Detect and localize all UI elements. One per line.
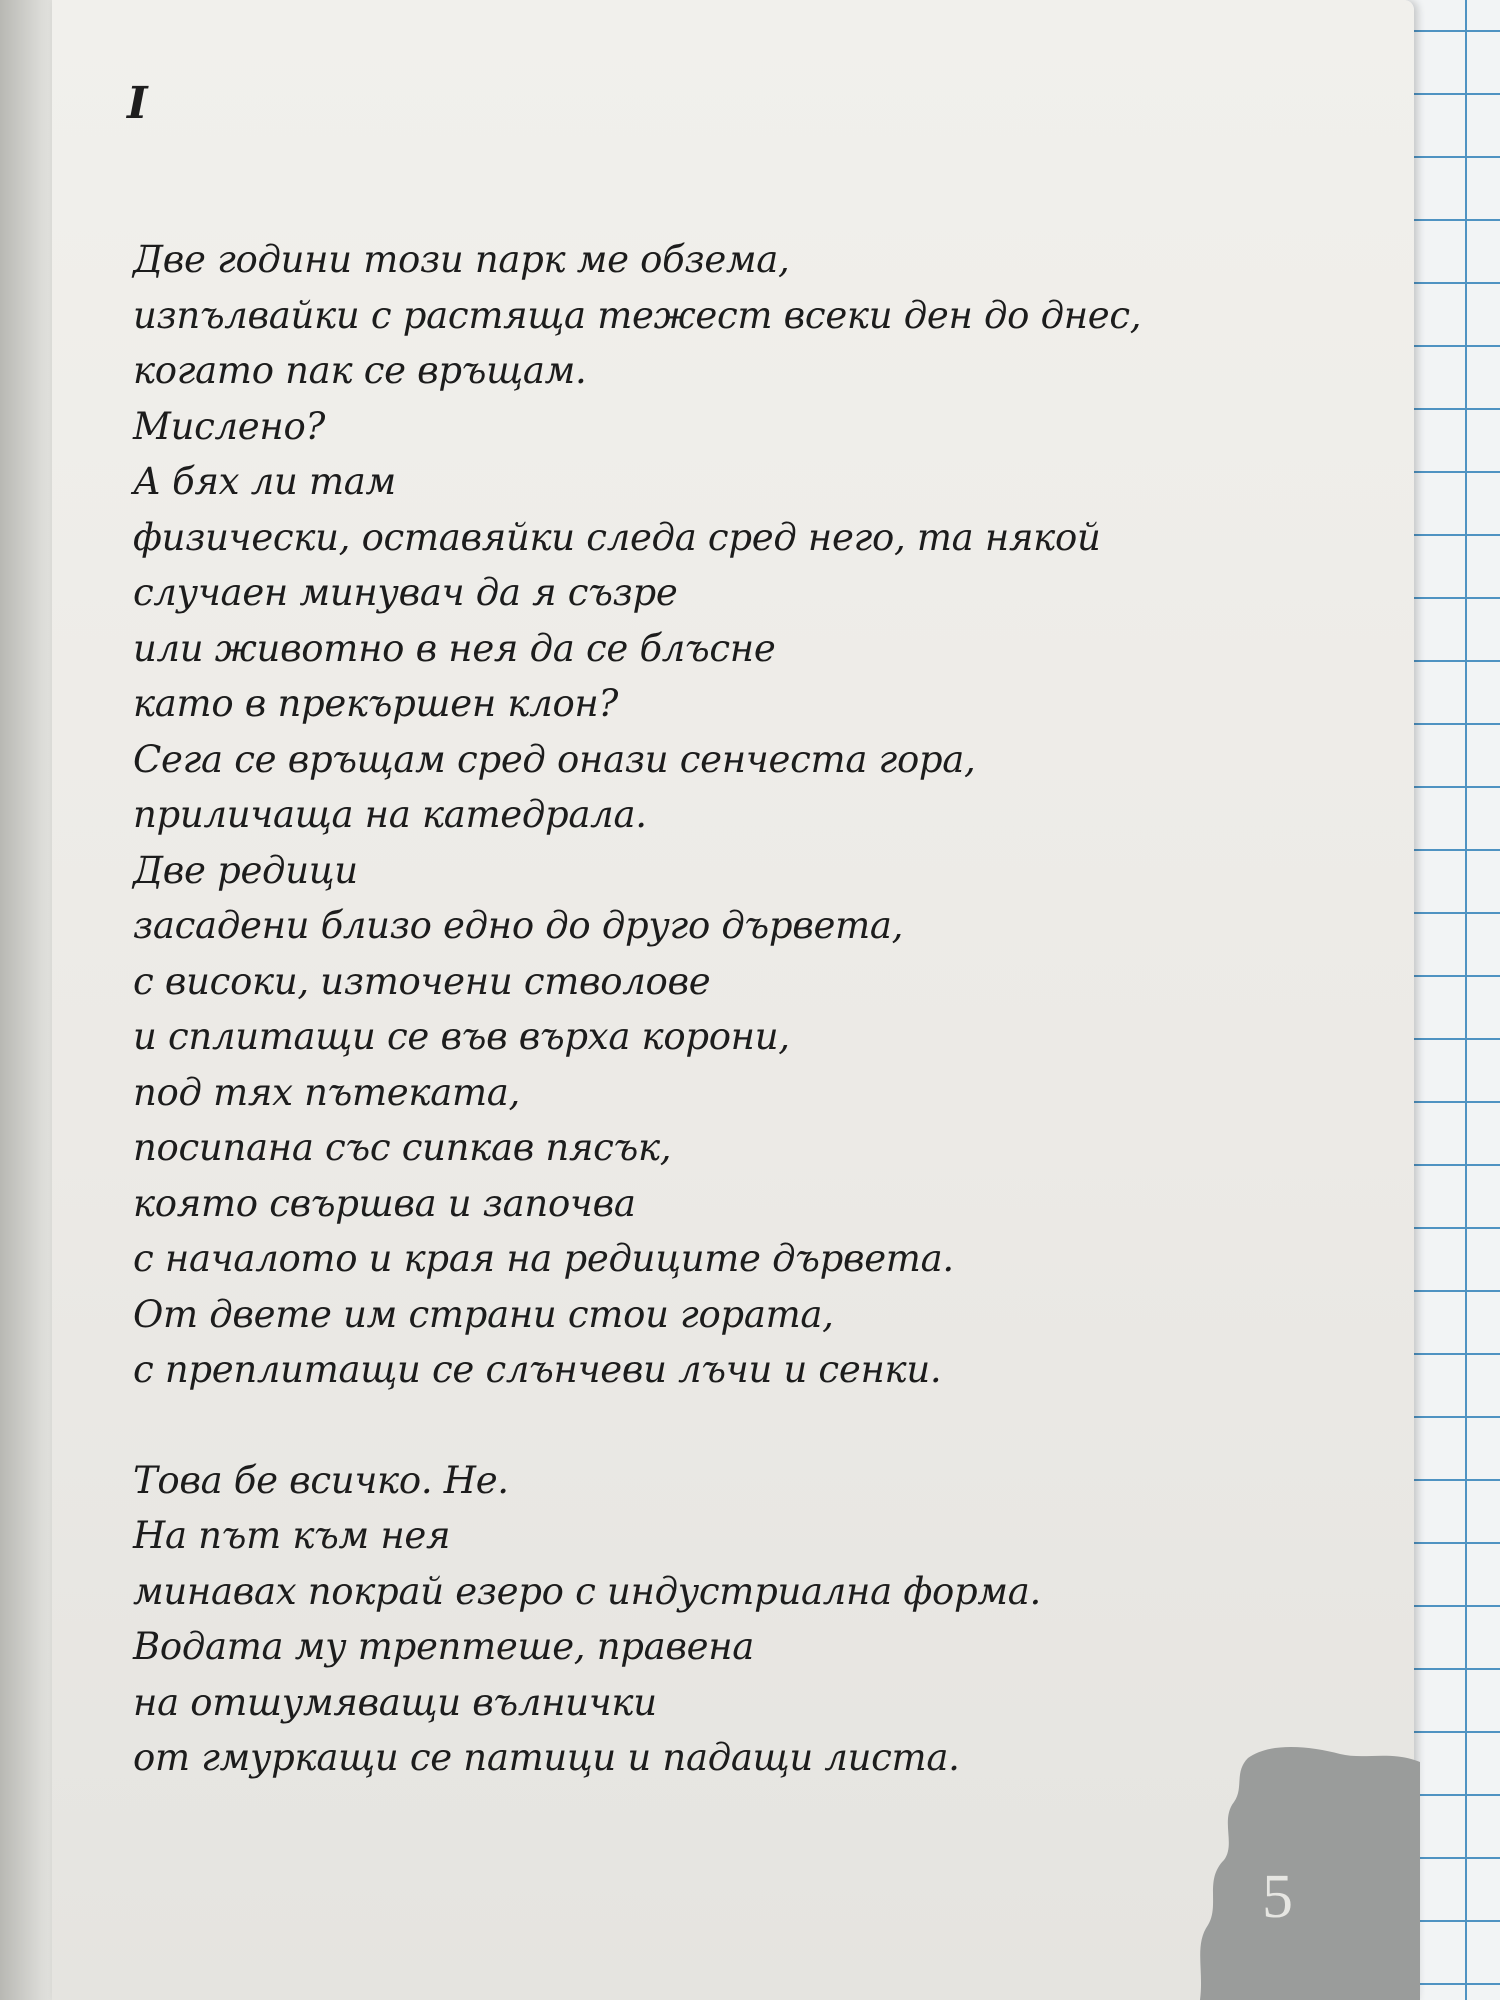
poem-line: случаен минувач да я съзре [133,571,678,614]
poem-line: посипана със сипкав пясък, [133,1126,672,1169]
poem-line: с високи, източени стволове [133,959,711,1003]
poem-line: На път към нея [133,1514,451,1557]
poem-line: под тях пътеката, [133,1070,520,1114]
stanza-break [133,1398,1283,1453]
page-number: 5 [1262,1863,1293,1931]
poem-line: изпълвайки с растяща тежест всеки ден до днес, [133,293,1142,337]
poem-line: От двете им страни стои гората, [133,1292,834,1336]
poem-line: и сплитащи се във върха корони, [133,1015,790,1058]
section-number: I [127,78,148,129]
poem-line: минавах покрай езеро с индустриална форма. [133,1569,1041,1613]
poem-line: приличаща на катедрала. [133,793,647,836]
poem-line: засадени близо едно до друго дървета, [133,904,904,947]
poem-line: Две редици [133,848,358,892]
poem-line: която свършва и започва [133,1181,636,1225]
poem-line: когато пак се връщам. [133,349,587,392]
poem-line: А бях ли там [133,460,396,503]
poem-line: Две години този парк ме обзема, [133,238,790,281]
poem-line: или животно в нея да се блъсне [133,626,776,670]
poem-line: Водата му трептеше, правена [133,1625,755,1668]
poem-line: Това бе всичко. Не. [133,1458,509,1502]
poem-line: с преплитащи се слънчеви лъчи и сенки. [133,1348,942,1391]
poem-line: на отшумяващи вълнички [133,1680,657,1724]
poem-line: Сега се връщам сред онази сенчеста гора, [133,737,976,781]
poem-line: като в прекършен клон? [133,682,619,725]
poem-line: с началото и края на редиците дървета. [133,1237,954,1280]
poem-line: физически, оставяйки следа сред него, та някой [133,515,1101,559]
stanza-2 [133,1453,1283,1786]
stanza-1 [133,232,1283,1398]
poem-body [133,232,1283,1786]
poem-line: от гмуркащи се патици и падащи листа. [133,1736,960,1779]
poem-line: Мислено? [133,404,325,448]
decorative-gray-blot [1190,1740,1420,2000]
